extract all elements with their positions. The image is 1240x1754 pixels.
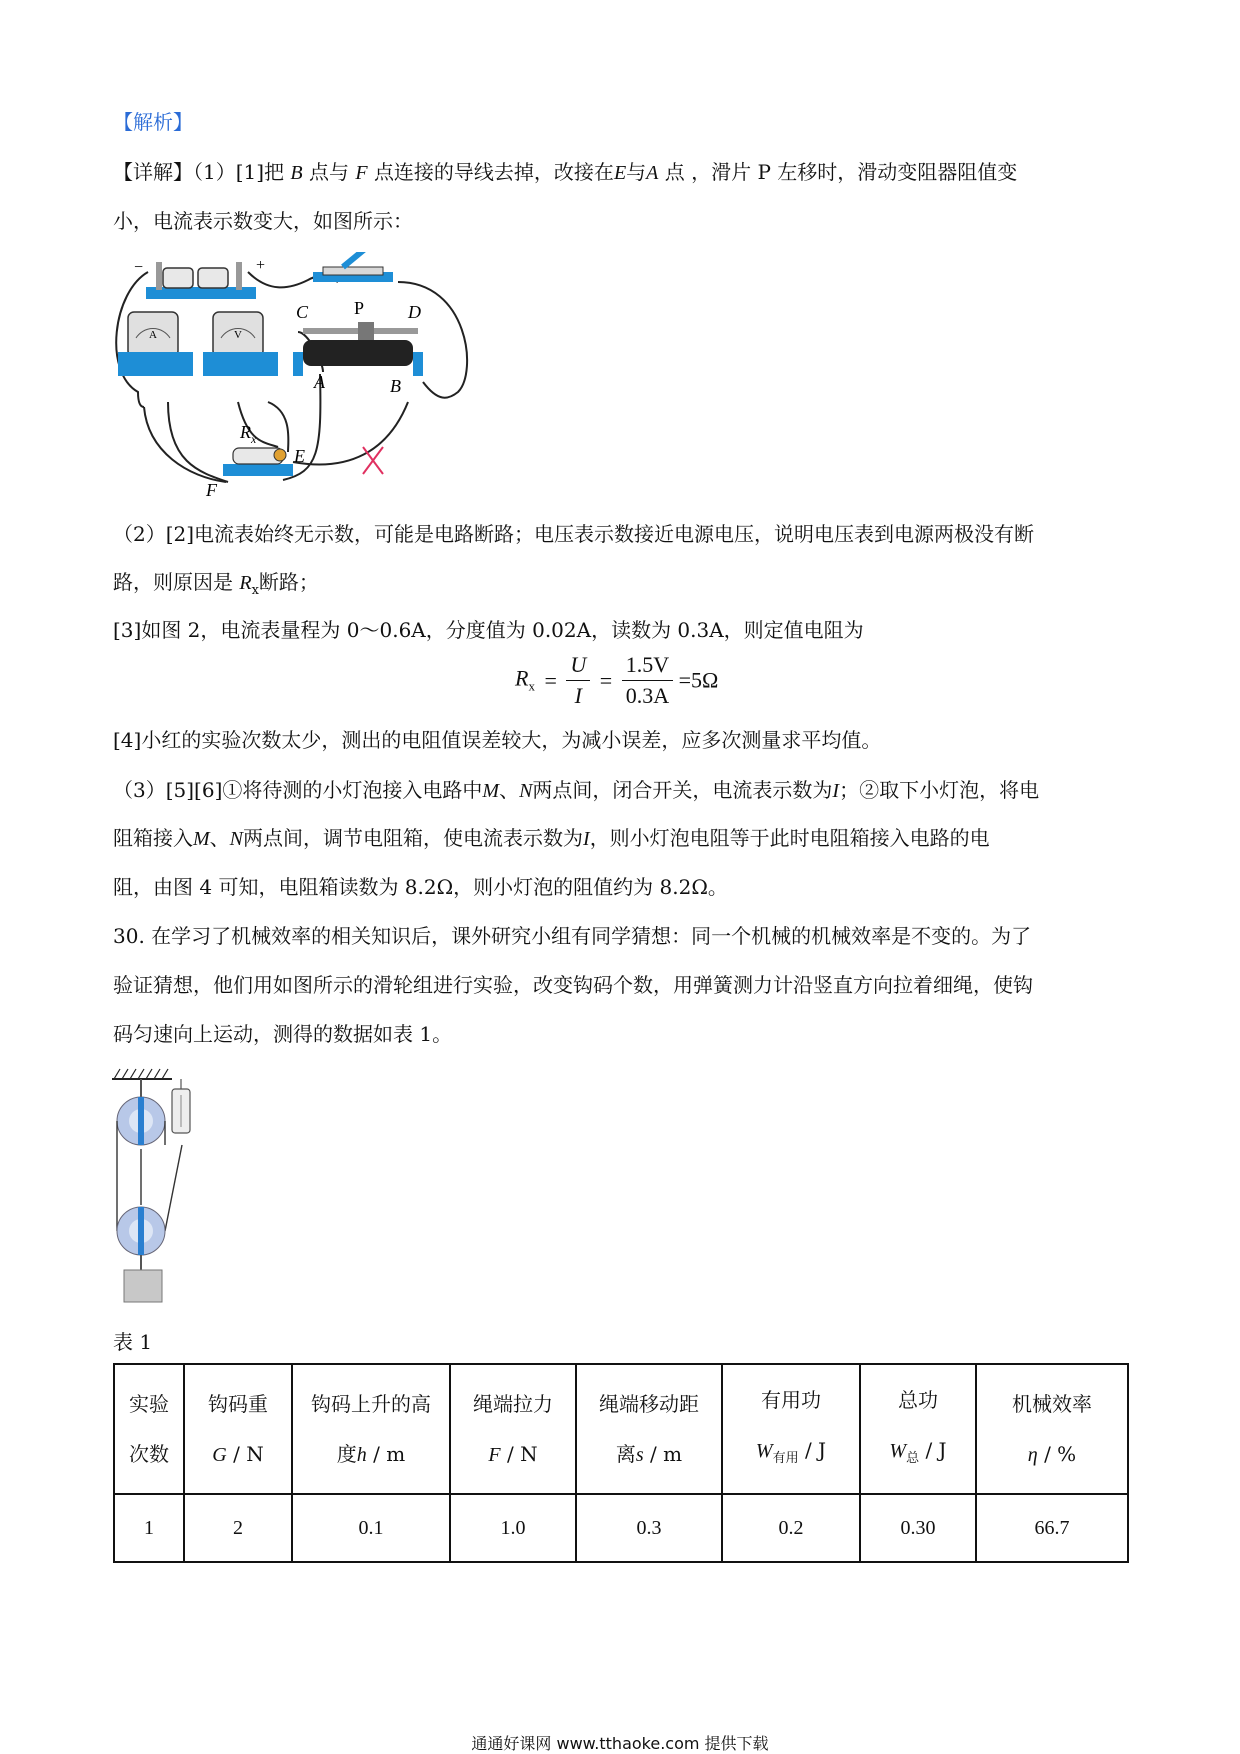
fraction-u-over-i: $\frac{U}{I}$	[566, 650, 590, 711]
header-cell: 有用功 $W_{有用}$ / J	[722, 1364, 860, 1494]
header-cell: 机械效率 η / %	[976, 1364, 1128, 1494]
svg-text:V: V	[234, 329, 242, 341]
pulley-system-diagram	[110, 1065, 220, 1310]
ammeter-icon	[118, 312, 193, 376]
rheostat-label-p: P	[354, 298, 365, 318]
rheostat-label-b: B	[390, 376, 401, 396]
data-table-1	[113, 1363, 1129, 1563]
detail-paragraph-1-cont: 小，电流表示数变大，如图所示：	[113, 209, 413, 233]
voltmeter-icon	[203, 312, 278, 376]
point-e-label: E	[294, 446, 305, 466]
detail-paragraph-1: 【详解】（1）[1]把 B 点与 F 点连接的导线去掉，改接在E与A 点 ，滑片 P 左移时，滑动变阻器阻值变	[113, 160, 1018, 184]
part2-line3: [3]如图 2，电流表量程为 0～0.6A，分度值为 0.02A，读数为 0.3A，则定值电阻为	[113, 618, 864, 642]
table-cell: 0.1	[292, 1494, 450, 1562]
detail-prefix: 【详解】	[113, 160, 193, 184]
resistor-rx-icon	[223, 448, 293, 476]
section-label: 【解析】	[113, 110, 193, 134]
part3-line2: 阻箱接入M、N两点间，调节电阻箱，使电流表示数为I，则小灯泡电阻等于此时电阻箱接入电路的电	[113, 826, 990, 850]
fraction-values: $\frac{1.5V}{0.3A}$	[622, 650, 673, 711]
part2-line2: 路，则原因是 $R_x$断路；	[113, 570, 319, 598]
rheostat-label-c: C	[296, 302, 309, 322]
switch-icon	[313, 252, 393, 282]
table-caption: 表 1	[113, 1330, 153, 1354]
table-cell: 2	[184, 1494, 292, 1562]
hook-weight-icon	[124, 1270, 162, 1302]
table-cell: 66.7	[976, 1494, 1128, 1562]
rheostat-label-a: A	[314, 372, 325, 392]
svg-text:A: A	[149, 329, 157, 341]
header-cell: 实验 次数	[114, 1364, 184, 1494]
movable-pulley-icon	[117, 1207, 165, 1255]
table-row	[114, 1494, 1128, 1562]
header-cell: 绳端拉力 F / N	[450, 1364, 576, 1494]
part3-line1: （3）[5][6]①将待测的小灯泡接入电路中M、N两点间，闭合开关，电流表示数为I；②取下小灯泡，将电	[113, 778, 1040, 802]
resistance-formula: $R_x$ = $\frac{U}{I}$ = $\frac{1.5V}{0.3A}$ =5Ω	[515, 650, 718, 714]
header-cell: 钩码上升的高 度h / m	[292, 1364, 450, 1494]
table-cell: 0.30	[860, 1494, 976, 1562]
q30-line2: 验证猜想，他们用如图所示的滑轮组进行实验，改变钩码个数，用弹簧测力计沿竖直方向拉着细绳，使钩	[113, 973, 1033, 997]
spring-scale-icon	[172, 1079, 190, 1133]
table-cell: 0.2	[722, 1494, 860, 1562]
rheostat-label-d: D	[408, 302, 421, 322]
rheostat-icon	[293, 322, 423, 376]
part3-line3: 阻，由图 4 可知，电阻箱读数为 8.2Ω，则小灯泡的阻值约为 8.2Ω。	[113, 875, 728, 899]
table-header-row	[114, 1364, 1128, 1494]
fixed-pulley-icon	[117, 1097, 165, 1145]
header-cell: 绳端移动距 离s / m	[576, 1364, 722, 1494]
battery-plus-label: +	[256, 257, 266, 274]
rx-label: $R_x$	[240, 422, 257, 446]
part2-line4: [4]小红的实验次数太少，测出的电阻值误差较大，为减小误差，应多次测量求平均值。	[113, 728, 882, 752]
table-cell: 1.0	[450, 1494, 576, 1562]
battery-minus-label: −	[134, 259, 144, 276]
circuit-diagram	[108, 252, 488, 497]
q30-line1: 30. 在学习了机械效率的相关知识后，课外研究小组有同学猜想：同一个机械的机械效率是不变的。为了	[113, 924, 1032, 948]
table-cell: 0.3	[576, 1494, 722, 1562]
header-cell: 总功 $W_总$ / J	[860, 1364, 976, 1494]
table-cell: 1	[114, 1494, 184, 1562]
point-f-label: F	[206, 480, 217, 497]
part2-line1: （2）[2]电流表始终无示数，可能是电路断路；电压表示数接近电源电压，说明电压表到电源两极没有断	[113, 522, 1035, 546]
cross-mark-icon	[363, 447, 383, 474]
header-cell: 钩码重 G / N	[184, 1364, 292, 1494]
page-footer: 通通好课网 www.tthaoke.com 提供下载	[471, 1734, 769, 1753]
q30-line3: 码匀速向上运动，测得的数据如表 1。	[113, 1022, 453, 1046]
